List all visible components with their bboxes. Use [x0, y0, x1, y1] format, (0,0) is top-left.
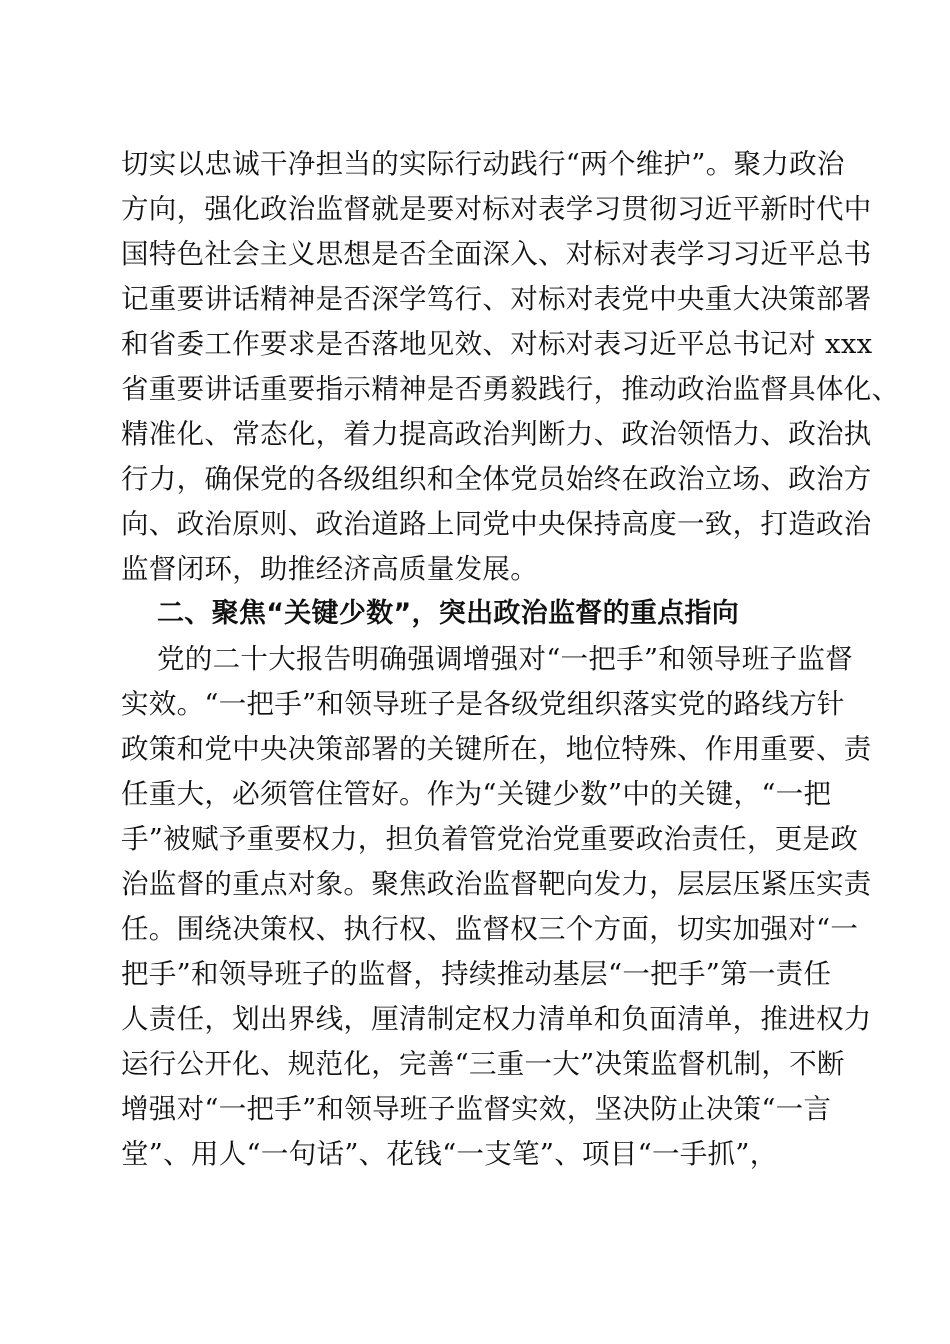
- paragraph-line: 切实以忠诚干净担当的实际行动践行“两个维护”。聚力政治: [121, 148, 845, 180]
- paragraph-line: 任。围绕决策权、执行权、监督权三个方面，切实加强对“一: [121, 913, 859, 945]
- paragraph-line: 省重要讲话重要指示精神是否勇毅践行，推动政治监督具体化、: [121, 373, 900, 405]
- paragraph-line: 和省委工作要求是否落地见效、对标对表习近平总书记对 xxx: [121, 328, 873, 360]
- paragraph-line: 行力，确保党的各级组织和全体党员始终在政治立场、政治方: [121, 463, 872, 495]
- paragraph-line: 监督闭环，助推经济高质量发展。: [121, 553, 538, 585]
- paragraph-line: 堂”、用人“一句话”、花钱“一支笔”、项目“一手抓”，: [121, 1138, 778, 1170]
- paragraph-line: 治监督的重点对象。聚焦政治监督靶向发力，层层压紧压实责: [121, 868, 872, 900]
- paragraph-line: 方向，强化政治监督就是要对标对表学习贯彻习近平新时代中: [121, 193, 872, 225]
- paragraph-line: 手”被赋予重要权力，担负着管党治党重要政治责任，更是政: [121, 823, 859, 855]
- paragraph-line: 政策和党中央决策部署的关键所在，地位特殊、作用重要、责: [121, 733, 872, 765]
- paragraph-line: 精准化、常态化，着力提高政治判断力、政治领悟力、政治执: [121, 418, 872, 450]
- paragraph-line: 把手”和领导班子的监督，持续推动基层“一把手”第一责任: [121, 958, 832, 990]
- paragraph-line: 国特色社会主义思想是否全面深入、对标对表学习习近平总书: [121, 238, 872, 270]
- paragraph-line: 实效。“一把手”和领导班子是各级党组织落实党的路线方针: [121, 688, 845, 720]
- paragraph-line: 人责任，划出界线，厘清制定权力清单和负面清单，推进权力: [121, 1003, 872, 1035]
- paragraph-line: 增强对“一把手”和领导班子监督实效，坚决防止决策“一言: [121, 1093, 832, 1125]
- paragraph-line: 向、政治原则、政治道路上同党中央保持高度一致，打造政治: [121, 508, 872, 540]
- paragraph-line: 党的二十大报告明确强调增强对“一把手”和领导班子监督: [157, 643, 853, 675]
- paragraph-line: 运行公开化、规范化，完善“三重一大”决策监督机制，不断: [121, 1048, 845, 1080]
- paragraph-line: 记重要讲话精神是否深学笃行、对标对表党中央重大决策部署: [121, 283, 872, 315]
- paragraph-line: 任重大，必须管住管好。作为“关键少数”中的关键，“一把: [121, 778, 832, 810]
- section-heading: 二、聚焦“关键少数”，突出政治监督的重点指向: [157, 598, 740, 629]
